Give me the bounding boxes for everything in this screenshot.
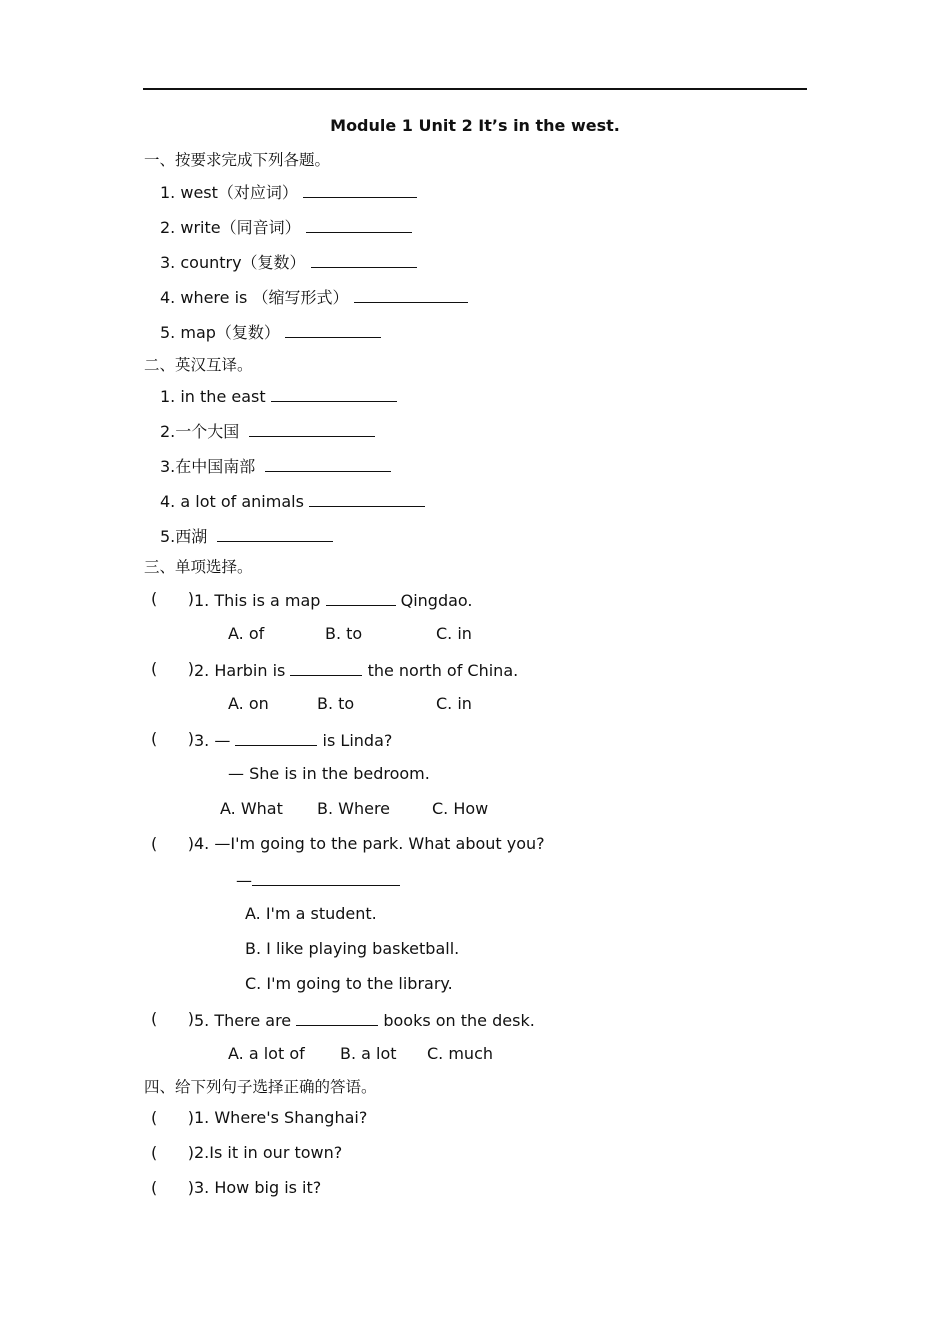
answer-blank xyxy=(326,588,396,606)
s3-question-1: 1. This is a map Qingdao. xyxy=(194,588,473,612)
answer-blank xyxy=(296,1008,378,1026)
answer-blank[interactable] xyxy=(265,454,391,472)
answer-blank[interactable] xyxy=(309,489,425,507)
s1-item-4: 4. where is （缩写形式） xyxy=(160,285,468,309)
section-1-heading: 一、按要求完成下列各题。 xyxy=(144,151,331,169)
section-4-heading: 四、给下列句子选择正确的答语。 xyxy=(144,1078,377,1096)
s4-item-2: 2.Is it in our town? xyxy=(194,1143,343,1162)
s3-q2-option-b[interactable]: B. to xyxy=(317,694,355,713)
answer-paren[interactable]: ( ) xyxy=(151,1009,194,1028)
s3-q3-option-b[interactable]: B. Where xyxy=(317,799,391,818)
answer-paren[interactable]: ( ) xyxy=(151,659,194,678)
answer-blank xyxy=(235,728,317,746)
s3-q5-option-c[interactable]: C. much xyxy=(427,1044,494,1063)
s3-q3-option-c[interactable]: C. How xyxy=(432,799,489,818)
answer-blank[interactable] xyxy=(271,384,397,402)
answer-paren[interactable]: ( ) xyxy=(151,834,194,853)
s3-question-2: 2. Harbin is the north of China. xyxy=(194,658,518,682)
answer-blank[interactable] xyxy=(311,250,417,268)
s2-item-3: 3.在中国南部 xyxy=(160,454,391,478)
s3-q5-option-b[interactable]: B. a lot xyxy=(340,1044,397,1063)
s3-question-5: 5. There are books on the desk. xyxy=(194,1008,535,1032)
s1-item-1: 1. west（对应词） xyxy=(160,180,417,204)
s2-item-4: 4. a lot of animals xyxy=(160,489,425,513)
s3-q4-option-a[interactable]: A. I'm a student. xyxy=(245,904,377,923)
s3-q4-reply: — xyxy=(236,868,400,892)
s3-q5-option-a[interactable]: A. a lot of xyxy=(228,1044,305,1063)
answer-blank xyxy=(290,658,362,676)
page-title: Module 1 Unit 2 It’s in the west. xyxy=(330,116,620,135)
answer-blank[interactable] xyxy=(306,215,412,233)
s3-q3-option-a[interactable]: A. What xyxy=(220,799,283,818)
answer-paren[interactable]: ( ) xyxy=(151,1178,194,1197)
s3-q4-option-c[interactable]: C. I'm going to the library. xyxy=(245,974,453,993)
answer-blank[interactable] xyxy=(217,524,333,542)
s3-question-3: 3. — is Linda? xyxy=(194,728,392,752)
s1-item-3: 3. country（复数） xyxy=(160,250,417,274)
s3-q2-option-a[interactable]: A. on xyxy=(228,694,269,713)
answer-blank[interactable] xyxy=(249,419,375,437)
header-rule xyxy=(143,88,807,90)
answer-paren[interactable]: ( ) xyxy=(151,729,194,748)
s3-q1-option-c[interactable]: C. in xyxy=(436,624,472,643)
s3-q1-option-b[interactable]: B. to xyxy=(325,624,363,643)
s3-q2-option-c[interactable]: C. in xyxy=(436,694,472,713)
s4-item-3: 3. How big is it? xyxy=(194,1178,322,1197)
answer-paren[interactable]: ( ) xyxy=(151,1108,194,1127)
s4-item-1: 1. Where's Shanghai? xyxy=(194,1108,368,1127)
answer-blank xyxy=(252,868,400,886)
s3-q1-option-a[interactable]: A. of xyxy=(228,624,265,643)
s1-item-5: 5. map（复数） xyxy=(160,320,381,344)
answer-blank[interactable] xyxy=(303,180,417,198)
s2-item-2: 2.一个大国 xyxy=(160,419,375,443)
section-3-heading: 三、单项选择。 xyxy=(144,558,253,576)
answer-blank[interactable] xyxy=(354,285,468,303)
answer-paren[interactable]: ( ) xyxy=(151,1143,194,1162)
s3-q4-option-b[interactable]: B. I like playing basketball. xyxy=(245,939,460,958)
s2-item-5: 5.西湖 xyxy=(160,524,333,548)
s2-item-1: 1. in the east xyxy=(160,384,397,408)
answer-blank[interactable] xyxy=(285,320,381,338)
s3-q3-reply: — She is in the bedroom. xyxy=(228,764,430,783)
s1-item-2: 2. write（同音词） xyxy=(160,215,412,239)
s3-question-4: 4. —I'm going to the park. What about you? xyxy=(194,834,545,853)
answer-paren[interactable]: ( ) xyxy=(151,589,194,608)
section-2-heading: 二、英汉互译。 xyxy=(144,356,253,374)
